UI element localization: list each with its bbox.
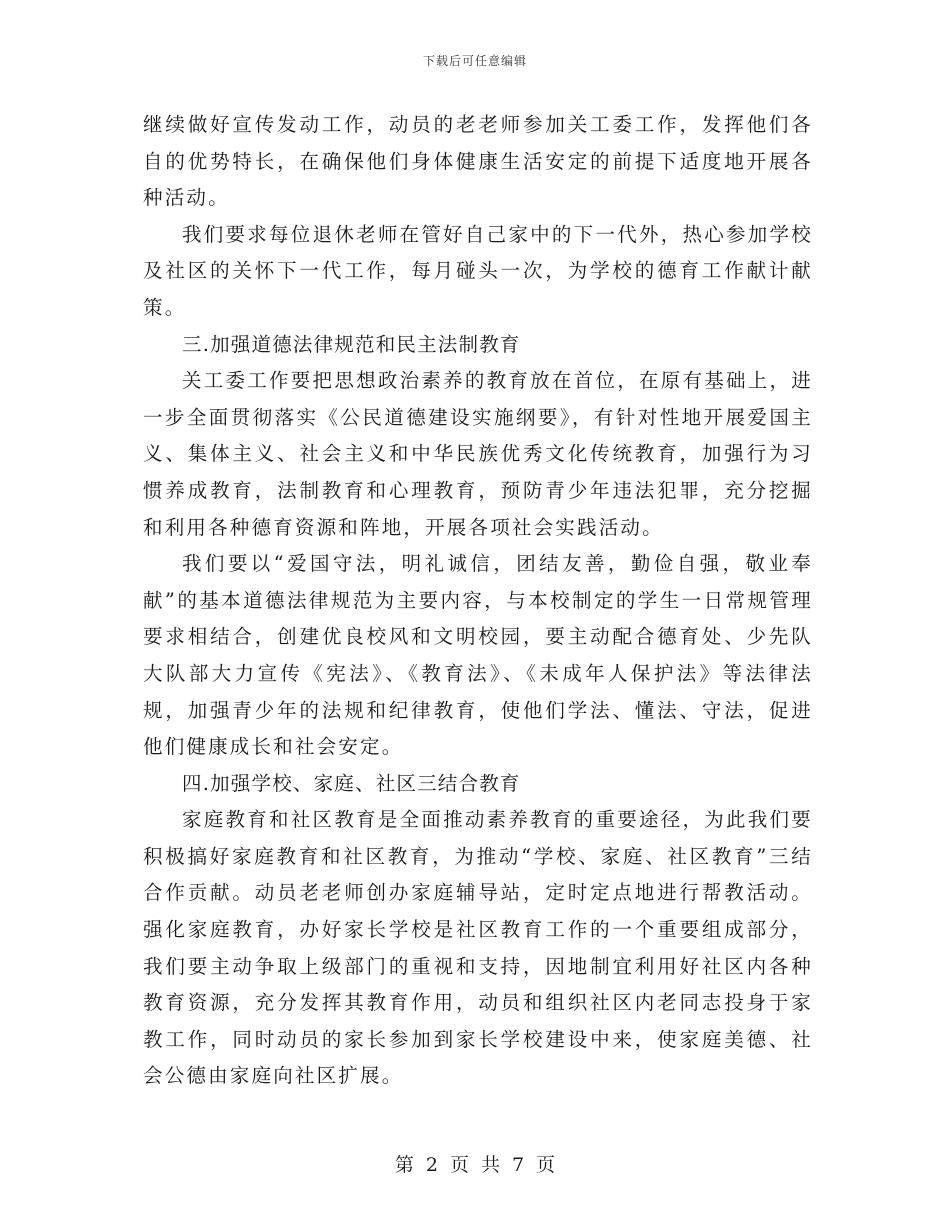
paragraph-ideological-education: 关工委工作要把思想政治素养的教育放在首位，在原有基础上，进一步全面贯彻落实《公民道德建设实施纲要》，有针对性地开展爱国主义、集体主义、社会主义和中华民族优秀文化传统教育，加强行为习惯养成教育，法制教育和心理教育，预防青少年违法犯罪，充分挖掘和利用各种德育资源和阵地，开展各项社会实践活动。 [143, 369, 813, 539]
paragraph-family-community-education: 家庭教育和社区教育是全面推动素养教育的重要途径，为此我们要积极搞好家庭教育和社区教育，为推动“学校、家庭、社区教育”三结合作贡献。动员老老师创办家庭辅导站，定时定点地进行帮教活动。强化家庭教育，办好家长学校是社区教育工作的一个重要组成部分，我们要主动争取上级部门的重视和支持，因地制宜利用好社区内各种教育资源，充分发挥其教育作用，动员和组织社区内老同志投身于家教工作，同时动员的家长参加到家长学校建设中来，使家庭美德、社会公德由家庭向社区扩展。 [143, 808, 813, 1088]
section-heading-three: 三.加强道德法律规范和民主法制教育 [182, 332, 521, 356]
paragraph-moral-norms: 我们要以“爱国守法，明礼诚信，团结友善，勤俭自强，敬业奉献”的基本道德法律规范为主要内容，与本校制定的学生一日常规管理要求相结合，创建优良校风和文明校园，要主动配合德育处、少先队大队部大力宣传《宪法》、《教育法》、《未成年人保护法》等法律法规，加强青少年的法规和纪律教育，使他们学法、懂法、守法，促进他们健康成长和社会安定。 [143, 552, 813, 759]
page-number-footer: 第 2 页 共 7 页 [394, 1154, 556, 1176]
section-heading-four: 四.加强学校、家庭、社区三结合教育 [182, 771, 521, 795]
document-body [143, 107, 813, 1095]
header-note: 下载后可任意编辑 [422, 54, 527, 68]
paragraph-retired-teachers: 我们要求每位退休老师在管好自己家中的下一代外，热心参加学校及社区的关怀下一代工作，每月碰头一次，为学校的德育工作献计献策。 [143, 222, 813, 319]
paragraph-continue-mobilization: 继续做好宣传发动工作，动员的老老师参加关工委工作，发挥他们各自的优势特长，在确保他们身体健康生活安定的前提下适度地开展各种活动。 [143, 113, 813, 210]
